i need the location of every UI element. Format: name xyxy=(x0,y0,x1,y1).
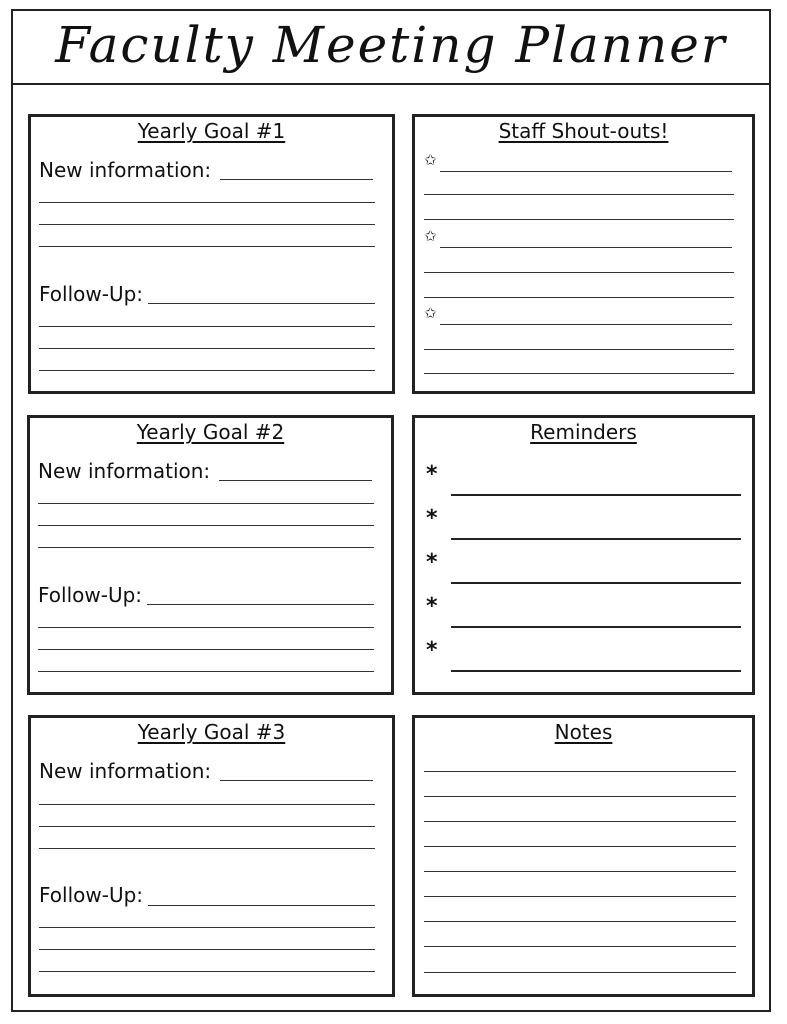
goal-1-title: Yearly Goal #1 xyxy=(137,119,286,143)
goal-2-new-info-label: New information: xyxy=(38,459,211,483)
notes-box xyxy=(412,715,755,997)
asterisk-icon: * xyxy=(426,550,438,575)
goal-2-writing-line[interactable] xyxy=(38,627,374,628)
goal-1-box xyxy=(28,114,395,394)
shoutout-line[interactable] xyxy=(424,373,734,374)
goal-3-followup-line[interactable] xyxy=(148,905,375,906)
notes-title: Notes xyxy=(554,720,613,744)
reminders-box xyxy=(412,415,755,695)
shoutout-line[interactable] xyxy=(424,272,734,273)
star-icon: ✩ xyxy=(424,227,437,245)
goal-2-title: Yearly Goal #2 xyxy=(136,420,285,444)
goal-3-writing-line[interactable] xyxy=(39,848,375,849)
notes-line[interactable] xyxy=(424,796,736,797)
shoutouts-title: Staff Shout-outs! xyxy=(498,119,669,143)
reminder-line[interactable] xyxy=(451,626,741,628)
goal-3-title: Yearly Goal #3 xyxy=(137,720,286,744)
star-icon: ✩ xyxy=(424,304,437,322)
goal-1-followup-line[interactable] xyxy=(148,303,375,304)
notes-line[interactable] xyxy=(424,972,736,973)
goal-1-new-info-label: New information: xyxy=(39,158,212,182)
header-bar xyxy=(11,9,771,85)
notes-line[interactable] xyxy=(424,896,736,897)
shoutout-line[interactable] xyxy=(424,349,734,350)
asterisk-icon: * xyxy=(426,638,438,663)
reminder-line[interactable] xyxy=(451,670,741,672)
goal-2-writing-line[interactable] xyxy=(38,525,374,526)
page-title: Faculty Meeting Planner xyxy=(55,16,727,74)
asterisk-icon: * xyxy=(426,594,438,619)
goal-3-writing-line[interactable] xyxy=(39,804,375,805)
goal-1-writing-line[interactable] xyxy=(39,326,375,327)
goal-1-writing-line[interactable] xyxy=(39,224,375,225)
goal-1-writing-line[interactable] xyxy=(39,246,375,247)
goal-1-new-info-line[interactable] xyxy=(220,179,373,180)
notes-line[interactable] xyxy=(424,871,736,872)
goal-3-new-info-line[interactable] xyxy=(220,780,373,781)
goal-3-new-info-label: New information: xyxy=(39,759,212,783)
reminder-line[interactable] xyxy=(451,538,741,540)
reminders-title: Reminders xyxy=(530,420,637,444)
asterisk-icon: * xyxy=(426,462,438,487)
goal-2-writing-line[interactable] xyxy=(38,503,374,504)
goal-2-followup-line[interactable] xyxy=(147,604,374,605)
goal-2-new-info-line[interactable] xyxy=(219,480,372,481)
shoutout-line[interactable] xyxy=(440,247,732,248)
shoutout-line[interactable] xyxy=(424,297,734,298)
star-icon: ✩ xyxy=(424,151,437,169)
goal-2-writing-line[interactable] xyxy=(38,547,374,548)
goal-1-followup-label: Follow-Up: xyxy=(39,282,144,306)
shoutout-line[interactable] xyxy=(424,219,734,220)
goal-3-writing-line[interactable] xyxy=(39,927,375,928)
notes-line[interactable] xyxy=(424,771,736,772)
goal-2-writing-line[interactable] xyxy=(38,649,374,650)
goal-2-box xyxy=(27,415,394,695)
goal-3-writing-line[interactable] xyxy=(39,949,375,950)
asterisk-icon: * xyxy=(426,506,438,531)
shoutout-line[interactable] xyxy=(440,171,732,172)
goal-2-writing-line[interactable] xyxy=(38,671,374,672)
shoutout-line[interactable] xyxy=(424,194,734,195)
goal-1-writing-line[interactable] xyxy=(39,348,375,349)
notes-line[interactable] xyxy=(424,921,736,922)
goal-3-followup-label: Follow-Up: xyxy=(39,883,144,907)
shoutouts-box xyxy=(412,114,755,394)
goal-3-writing-line[interactable] xyxy=(39,971,375,972)
notes-line[interactable] xyxy=(424,821,736,822)
goal-1-writing-line[interactable] xyxy=(39,370,375,371)
notes-line[interactable] xyxy=(424,846,736,847)
reminder-line[interactable] xyxy=(451,494,741,496)
goal-3-writing-line[interactable] xyxy=(39,826,375,827)
goal-3-box xyxy=(28,715,395,997)
shoutout-line[interactable] xyxy=(440,324,732,325)
reminder-line[interactable] xyxy=(451,582,741,584)
goal-1-writing-line[interactable] xyxy=(39,202,375,203)
notes-line[interactable] xyxy=(424,946,736,947)
goal-2-followup-label: Follow-Up: xyxy=(38,583,143,607)
